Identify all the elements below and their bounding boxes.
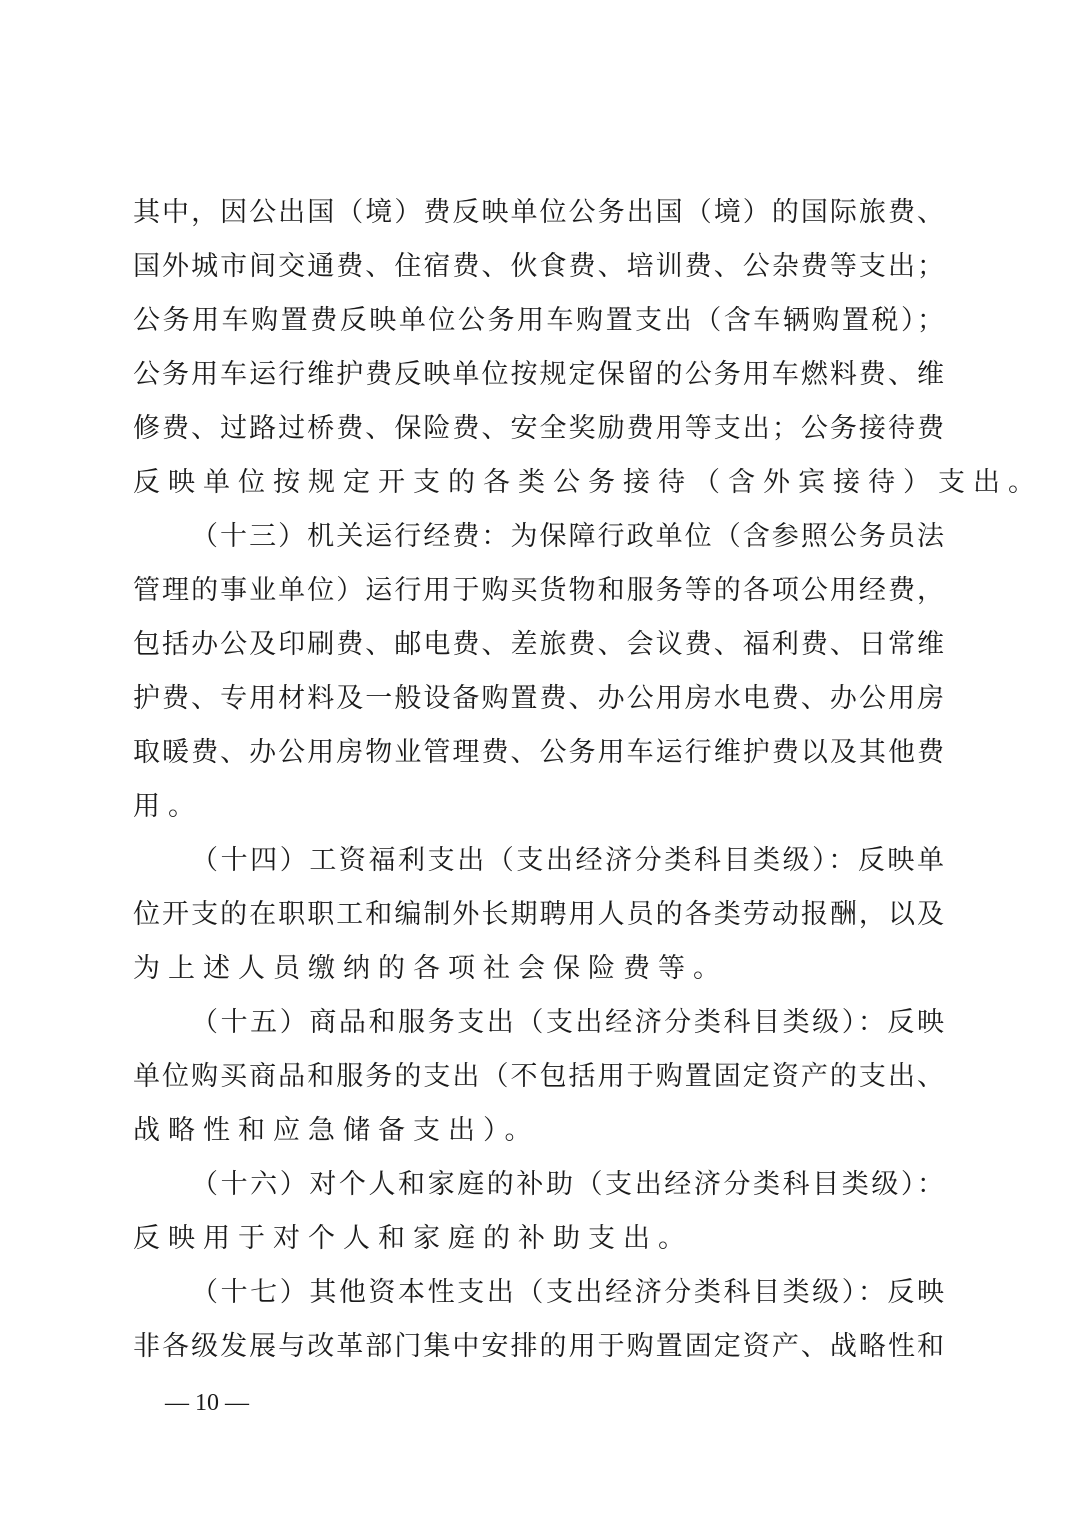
text-line: （十三）机关运行经费：为保障行政单位（含参照公务员法 xyxy=(191,521,945,552)
text-line: 国外城市间交通费、住宿费、伙食费、培训费、公杂费等支出； xyxy=(133,251,945,282)
text-line: 为上述人员缴纳的各项社会保险费等。 xyxy=(133,953,728,984)
text-line: （十四）工资福利支出（支出经济分类科目类级）：反映单 xyxy=(191,845,945,876)
text-line: 公务用车购置费反映单位公务用车购置支出（含车辆购置税）； xyxy=(133,305,945,336)
text-line: 取暖费、办公用房物业管理费、公务用车运行维护费以及其他费 xyxy=(133,737,945,768)
document-body xyxy=(133,186,1043,1374)
text-line: 护费、专用材料及一般设备购置费、办公用房水电费、办公用房 xyxy=(133,683,945,714)
text-line: （十五）商品和服务支出（支出经济分类科目类级）：反映 xyxy=(191,1007,945,1038)
text-line: 反映单位按规定开支的各类公务接待（含外宾接待）支出。 xyxy=(133,467,1043,498)
text-line: 包括办公及印刷费、邮电费、差旅费、会议费、福利费、日常维 xyxy=(133,629,945,660)
text-line: 公务用车运行维护费反映单位按规定保留的公务用车燃料费、维 xyxy=(133,359,945,390)
text-line: 修费、过路过桥费、保险费、安全奖励费用等支出；公务接待费 xyxy=(133,413,945,444)
page-number: — 10 — xyxy=(165,1390,249,1416)
text-line: 管理的事业单位）运行用于购买货物和服务等的各项公用经费， xyxy=(133,575,945,606)
text-line: 反映用于对个人和家庭的补助支出。 xyxy=(133,1223,693,1254)
text-line: （十七）其他资本性支出（支出经济分类科目类级）：反映 xyxy=(191,1277,945,1308)
text-line: 用。 xyxy=(133,791,203,822)
text-line: 位开支的在职职工和编制外长期聘用人员的各类劳动报酬，以及 xyxy=(133,899,945,930)
text-line: （十六）对个人和家庭的补助（支出经济分类科目类级）： xyxy=(191,1169,945,1200)
text-line: 单位购买商品和服务的支出（不包括用于购置固定资产的支出、 xyxy=(133,1061,945,1092)
text-line: 战略性和应急储备支出）。 xyxy=(133,1115,540,1146)
text-line: 非各级发展与改革部门集中安排的用于购置固定资产、战略性和 xyxy=(133,1331,945,1362)
text-line: 其中，因公出国（境）费反映单位公务出国（境）的国际旅费、 xyxy=(133,197,945,228)
